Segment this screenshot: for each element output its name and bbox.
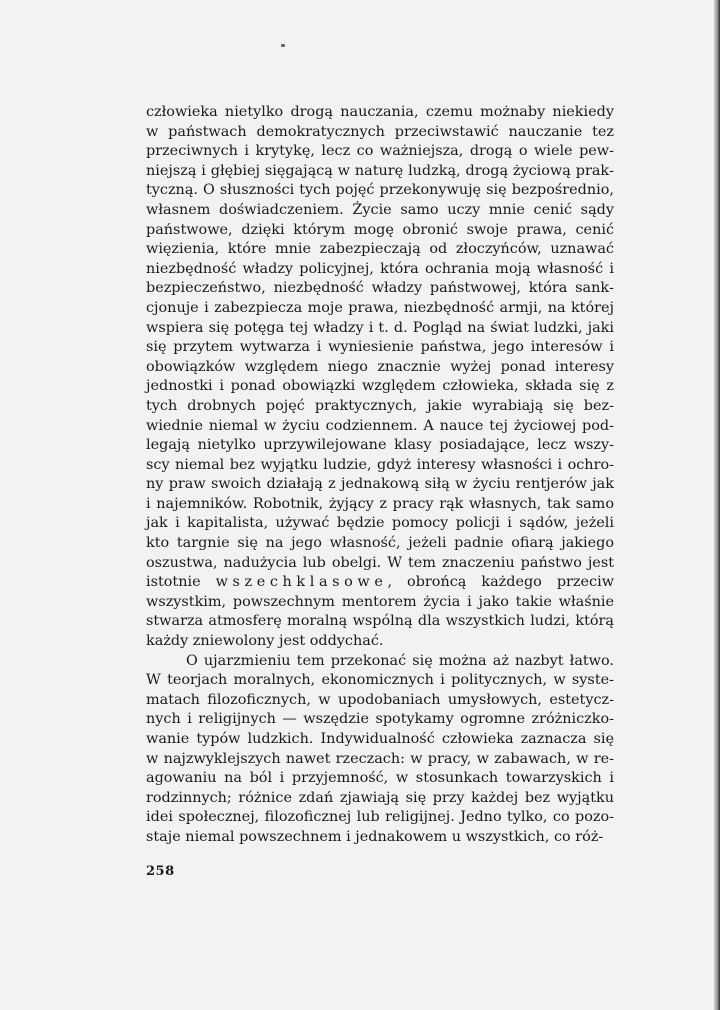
page-edge-shadow [714,0,720,1010]
print-speck [281,44,285,47]
paragraph-1 [146,103,614,652]
body-text [146,103,614,848]
emphasized-word: wszechklasowe [215,574,388,591]
paragraph-1-text: człowieka nietylko drogą nauczania, czemu możnaby niekiedy w państwach demokratycznych przeciwstawić nauczanie tez przeciwnych i krytykę, lecz co ważniejsza, drogą o wiele pewniejszą i głębiej sięgającą w naturę ludzką, drogą życiową praktyczną. O słuszności tych pojęć przekonywuję się bezpośrednio, własnem doświadczeniem. Życie samo uczy mnie cenić sądy państwowe, dzięki którym mogę obronić swoje prawa, cenić więzienia, które mnie zabezpieczają od złoczyńców, uznawać niezbędność władzy policyjnej, która ochrania moją własność i bezpieczeństwo, niezbędność władzy państwowej, która sankcjonuje i zabezpiecza moje prawa, niezbędność armji, na której wspiera się potęga tej władzy i t. d. Pogląd na świat ludzki, jaki się przytem wytwarza i wyniesienie państwa, jego interesów i obowiązków względem niego znacznie wyżej ponad interesy jednostki i ponad obowiązki względem człowieka, składa się z tych drobnych pojęć praktycznych, jakie wyrabiają się bezwiednie niemal w życiu codziennem. A nauce tej życiowej podlegają nietylko uprzywilejowane klasy posiadające, lecz wszyscy niemal bez wyjątku ludzie, gdyż interesy własności i ochrony praw swoich działają z jednakową siłą w życiu rentjerów jak i najemników. Robotnik, żyjący z pracy rąk własnych, tak samo jak i kapitalista, używać będzie pomocy policji i sądów, jeżeli kto targnie się na jego własność, jeżeli padnie ofiarą jakiego oszustwa, nadużycia lub obelgi. W tem znaczeniu państwo jest istotnie [146,104,614,591]
paragraph-1-text-end: , obrońcą każdego przeciw wszystkim, powszechnym mentorem życia i jako takie właśnie stwarza atmosferę moralną wspólną dla wszystkich ludzi, którą każdy zniewolony jest oddychać. [146,574,615,650]
paragraph-2: O ujarzmieniu tem przekonać się można aż nazbyt łatwo. W teorjach moralnych, ekonomicznych i politycznych, w systematach filozoficznych, w upodobaniach umysłowych, estetycznych i religijnych — wszędzie spotykamy ogromne zróżniczkowanie typów ludzkich. Indywidualność człowieka zaznacza się w najzwyklejszych nawet rzeczach: w pracy, w zabawach, w reagowaniu na ból i przyjemność, w stosunkach towarzyskich i rodzinnych; różnice zdań zjawiają się przy każdej bez wyjątku idei społecznej, filozoficznej lub religijnej. Jedno tylko, co pozostaje niemal powszechnem i jednakowem u wszystkich, co róż- [146,652,614,845]
page-number: 258 [146,864,175,879]
